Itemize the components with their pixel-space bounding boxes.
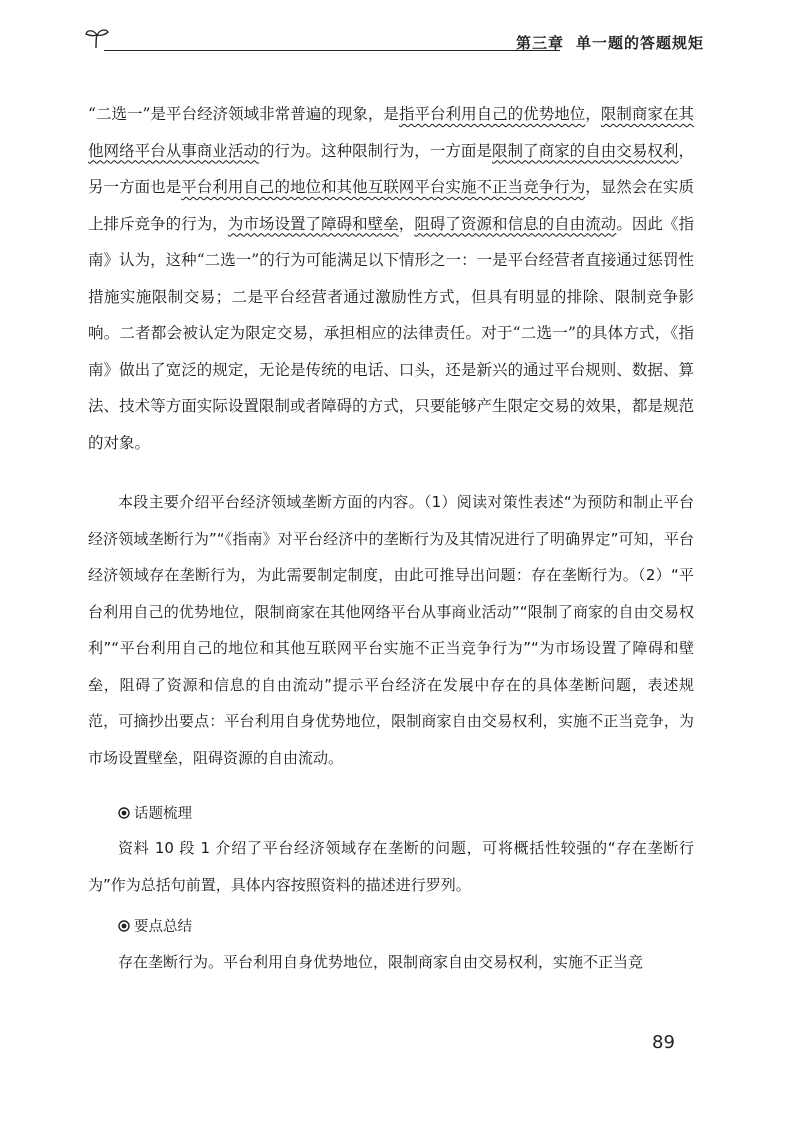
chapter-name: 单一题的答题规矩 xyxy=(575,34,704,52)
text-run: ， xyxy=(398,214,415,233)
underlined-phrase: 阻碍了资源和信息的自由流动 xyxy=(414,214,617,233)
heading-label: 话题梳理 xyxy=(134,806,192,822)
section-heading-summary xyxy=(118,915,192,936)
text-run: ，显然会在实质上排斥竞争的行为， xyxy=(88,178,694,233)
heading-label: 要点总结 xyxy=(134,919,192,935)
sprout-icon xyxy=(84,26,110,50)
underlined-phrase: 为市场设置了障碍和壁垒 xyxy=(227,214,399,233)
text-run: ，另一方面也是 xyxy=(88,141,694,196)
running-header xyxy=(84,24,704,58)
text-run: “二选一”是平台经济领域非常普遍的现象，是 xyxy=(88,105,399,123)
topic-paragraph: 资料 10 段 1 介绍了平台经济领域存在垄断的问题，可将概括性较强的“存在垄断行为”作为总括句前置，具体内容按照资料的描述进行罗列。 xyxy=(88,839,694,894)
summary-paragraph: 存在垄断行为。平台利用自身优势地位，限制商家自由交易权利，实施不正当竞 xyxy=(118,953,644,971)
circle-bullet-icon xyxy=(118,807,130,819)
header-rule xyxy=(104,50,560,51)
underlined-phrase: 限制了商家的自由交易权利 xyxy=(492,141,679,160)
underlined-phrase: 平台利用自己的地位和其他互联网平台实施不正当竞争行为 xyxy=(181,178,586,196)
text-run: 的行为。这种限制行为，一方面是 xyxy=(258,141,492,160)
section-heading-topic xyxy=(118,802,192,823)
text-run: 。因此《指南》认为，这种“二选一”的行为可能满足以下情形之一：一是平台经营者直接通过惩罚性措施实施限制交易；二是平台经营者通过激励性方式，但具有明显的排除、限制竞争影响。二者都会被认定为限定交易，承担相应的法律责任。对于“二选一”的具体方式，《指南》做出了宽泛的规定，无论是传统的电话、口头，还是新兴的通过平台规则、数据、算法、技术等方面实际设置限制或者障碍的方式，只要能够产生限定交易的效果，都是规范的对象。 xyxy=(88,214,694,452)
chapter-title xyxy=(516,32,704,53)
chapter-number: 第三章 xyxy=(515,34,564,52)
text-run: ， xyxy=(585,105,601,123)
circle-bullet-icon xyxy=(118,920,130,932)
analysis-paragraph: 本段主要介绍平台经济领域垄断方面的内容。（1）阅读对策性表述“为预防和制止平台经济领域垄断行为”“《指南》对平台经济中的垄断行为及其情况进行了明确界定”可知，平台经济领域存在垄断行为，为此需要制定制度，由此可推导出问题：存在垄断行为。（2）“平台利用自己的优势地位，限制商家在其他网络平台从事商业活动”“限制了商家的自由交易权利”“平台利用自己的地位和其他互联网平台实施不正当竞争行为”“为市场设置了障碍和壁垒，阻碍了资源和信息的自由流动”提示平台经济在发展中存在的具体垄断问题，表述规范，可摘抄出要点：平台利用自身优势地位，限制商家自由交易权利，实施不正当竞争，为市场设置壁垒，阻碍资源的自由流动。 xyxy=(88,493,694,767)
page-number: 89 xyxy=(652,1032,675,1053)
underlined-phrase: 限制商家在其他网络平台从事商业活动 xyxy=(88,105,694,160)
underlined-phrase: 指平台利用自己的优势地位 xyxy=(398,105,586,123)
source-paragraph xyxy=(88,96,694,461)
